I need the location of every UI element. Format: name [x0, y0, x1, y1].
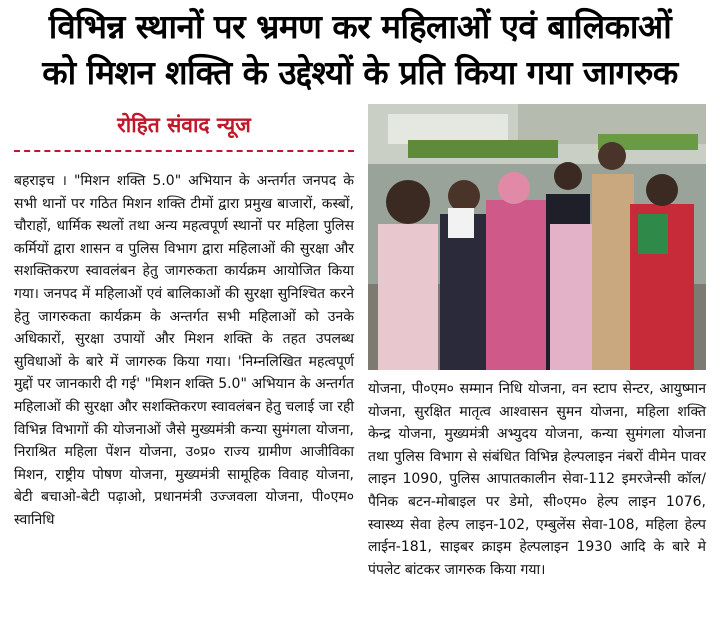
headline-line-1: विभिन्न स्थानों पर भ्रमण कर महिलाओं एवं बालिकाओं	[48, 7, 672, 46]
byline: रोहित संवाद न्यूज	[117, 113, 251, 137]
article-body-left-column: बहराइच । "मिशन शक्ति 5.0" अभियान के अन्तर्गत जनपद के सभी थानों पर गठित मिशन शक्ति टीमों द्वारा प्रमुख बाजारों, कस्बों, चौराहों, धार्मिक स्थलों तथा अन्य महत्वपूर्ण स्थानों पर महिला पुलिस कर्मियों द्वारा शासन व पुलिस विभाग द्वारा महिलाओं की सुरक्षा और सशक्तिकरण स्वावलंबन हेतु जागरुकता कार्यक्रम आयोजित किया गया। जनपद में महिलाओं एवं बालिकाओं की सुरक्षा सुनिश्चित करने हेतु जागरुकता कार्यक्रम के अन्तर्गत सभी महिलाओं को उनके अधिकारों, सुरक्षा उपायों और मिशन शक्ति के तहत उपलब्ध सुविधाओं के बारे में जागरुक किया गया। 'निम्नलिखित महत्वपूर्ण मुद्दों पर जानकारी दी गई' "मिशन शक्ति 5.0" अभियान के अन्तर्गत महिलाओं की सुरक्षा और सशक्तिकरण स्वावलंबन हेतु चलाई जा रही विभिन्न विभागों की योजनाओं जैसे मुख्यमंत्री कन्या सुमंगला योजना, निराश्रित महिला पेंशन योजना, उ०प्र० राज्य ग्रामीण आजीविका मिशन, राष्ट्रीय पोषण योजना, मुख्यमंत्री सामूहिक विवाह योजना, बेटी बचाओ-बेटी पढ़ाओ, प्रधानमंत्री उज्जवला योजना, पी०एम० स्वानिधि	[14, 173, 354, 528]
headline-line-2: को मिशन शक्ति के उद्देश्यों के प्रति किया गया जागरुक	[42, 53, 678, 92]
photo-illustration	[368, 104, 706, 370]
headline	[0, 4, 720, 96]
byline-divider	[14, 150, 354, 152]
article-body-right-column: योजना, पी०एम० सम्मान निधि योजना, वन स्टाप सेन्टर, आयुष्मान योजना, सुरक्षित मातृत्व आश्वासन सुमन योजना, महिला शक्ति केन्द्र योजना, मुख्यमंत्री अभ्युदय योजना, कन्या सुमंगला योजना तथा पुलिस विभाग से संबंधित विभिन्न हेल्पलाइन नंबरों वीमेन पावर लाइन 1090, पुलिस आपातकालीन सेवा-112 इमरजेन्सी कॉल/पैनिक बटन-मोबाइल पर डेमो, सी०एम० हेल्प लाइन 1076, स्वास्थ्य सेवा हेल्प लाइन-102, एम्बुलेंस सेवा-108, महिला हेल्प लाईन-181, साइबर क्राइम हेल्पलाइन 1930 आदि के बारे मे पंपलेट बांटकर जागरुक किया गया।	[368, 381, 706, 578]
news-photo	[368, 104, 706, 370]
